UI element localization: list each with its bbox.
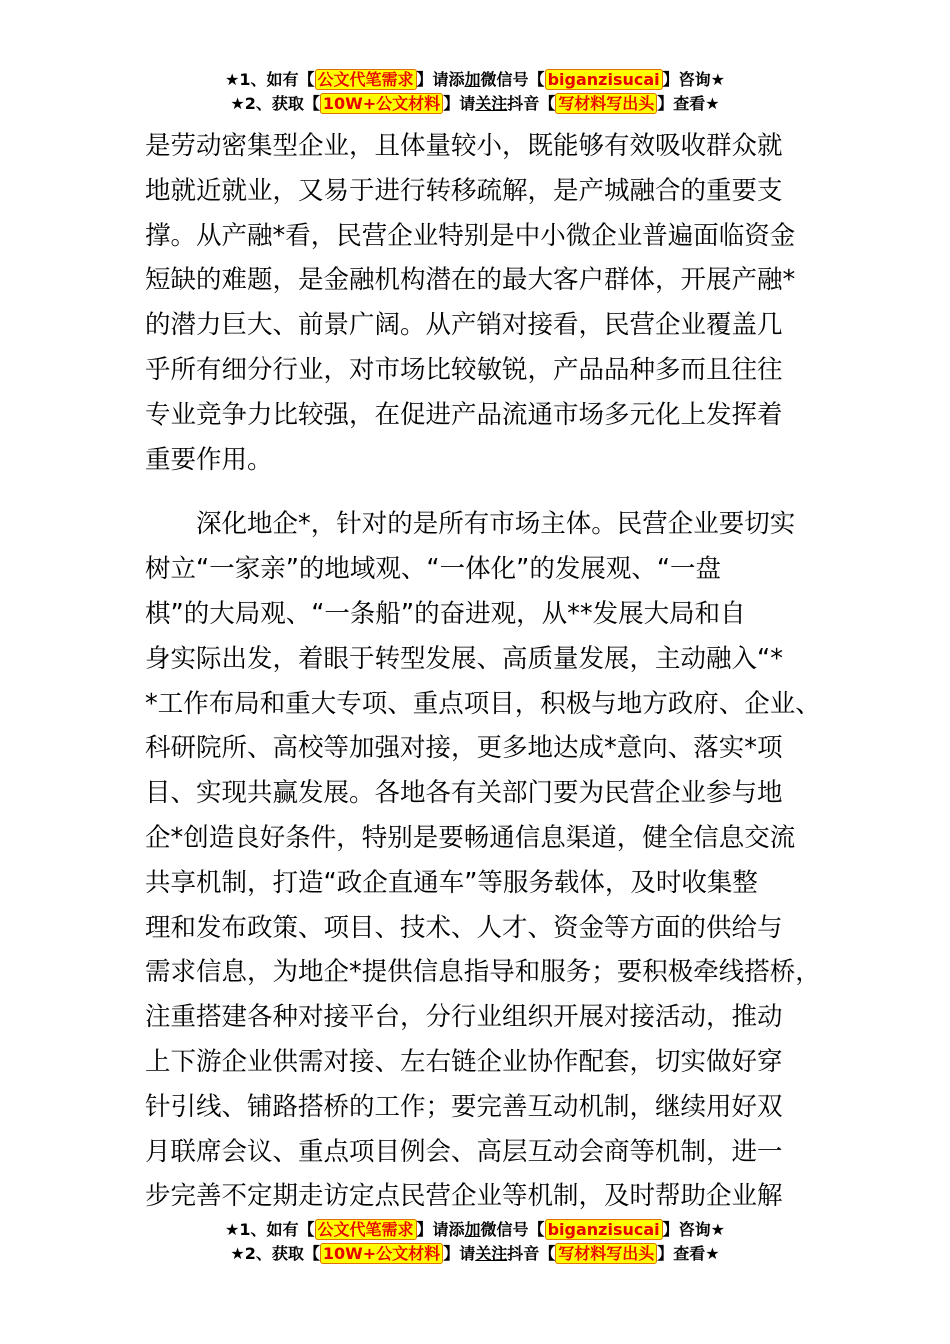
text-line: 科研院所、高校等加强对接，更多地达成*意向、落实*项: [145, 733, 783, 764]
text-line: 步完善不定期走访定点民营企业等机制，及时帮助企业解: [145, 1181, 783, 1212]
text-line: 上下游企业供需对接、左右链企业协作配套，切实做好穿: [145, 1046, 783, 1077]
text-line: 撑。从产融*看，民营企业特别是中小微企业普遍面临资金: [145, 220, 796, 251]
banner-line-2: ★2、获取【 10W+公文材料 】请关注抖音【 写材料写出头 】查看★: [230, 1244, 720, 1263]
text-line: 乎所有细分行业，对市场比较敏锐，产品品种多而且往往: [145, 354, 783, 385]
banner-line-1: ★1、如有【 公文代笔需求 】请添加微信号【 biganzisucai 】咨询★: [225, 1220, 725, 1239]
banner-highlight: 10W+公文材料: [320, 1243, 443, 1264]
text-line: 重要作用。: [145, 444, 273, 475]
text-line: 深化地企*，针对的是所有市场主体。民营企业要切实: [145, 509, 796, 540]
banner-highlight: biganzisucai: [545, 1219, 663, 1240]
header-banner: [0, 68, 950, 116]
text-line: 身实际出发，着眼于转型发展、高质量发展，主动融入“*: [145, 643, 783, 674]
text-line: 的潜力巨大、前景广阔。从产销对接看，民营企业覆盖几: [145, 310, 783, 341]
text-line: 注重搭建各种对接平台，分行业组织开展对接活动，推动: [145, 1002, 783, 1033]
text-line: 短缺的难题，是金融机构潜在的最大客户群体，开展产融*: [145, 265, 796, 296]
banner-highlight: biganzisucai: [545, 69, 663, 90]
text-line: *工作布局和重大专项、重点项目，积极与地方政府、企业、: [145, 688, 821, 719]
text-line: 树立“一家亲”的地域观、“一体化”的发展观、“一盘: [145, 554, 722, 585]
text-line: 专业竞争力比较强，在促进产品流通市场多元化上发挥着: [145, 399, 783, 430]
banner-highlight: 公文代笔需求: [315, 1219, 417, 1240]
paragraph: [145, 124, 835, 482]
footer-banner: [0, 1218, 950, 1266]
paragraph: [145, 502, 835, 1219]
banner-highlight: 写材料写出头: [555, 1243, 657, 1264]
text-line: 月联席会议、重点项目例会、高层互动会商等机制，进一: [145, 1136, 783, 1167]
banner-line-1: ★1、如有【 公文代笔需求 】请添加微信号【 biganzisucai 】咨询★: [225, 70, 725, 89]
text-line: 目、实现共赢发展。各地各有关部门要为民营企业参与地: [145, 778, 783, 809]
text-line: 棋”的大局观、“一条船”的奋进观，从**发展大局和自: [145, 598, 746, 629]
text-line: 针引线、铺路搭桥的工作；要完善互动机制，继续用好双: [145, 1091, 783, 1122]
banner-line-2: ★2、获取【 10W+公文材料 】请关注抖音【 写材料写出头 】查看★: [230, 94, 720, 113]
text-line: 需求信息，为地企*提供信息指导和服务；要积极牵线搭桥，: [145, 957, 821, 988]
text-line: 共享机制，打造“政企直通车”等服务载体，及时收集整: [145, 867, 758, 898]
text-line: 理和发布政策、项目、技术、人才、资金等方面的供给与: [145, 912, 783, 943]
banner-highlight: 公文代笔需求: [315, 69, 417, 90]
text-line: 地就近就业，又易于进行转移疏解，是产城融合的重要支: [145, 175, 783, 206]
banner-highlight: 写材料写出头: [555, 93, 657, 114]
text-line: 是劳动密集型企业，且体量较小，既能够有效吸收群众就: [145, 131, 783, 161]
text-line: 企*创造良好条件，特别是要畅通信息渠道，健全信息交流: [145, 822, 796, 853]
document-body: [145, 124, 835, 1219]
banner-highlight: 10W+公文材料: [320, 93, 443, 114]
